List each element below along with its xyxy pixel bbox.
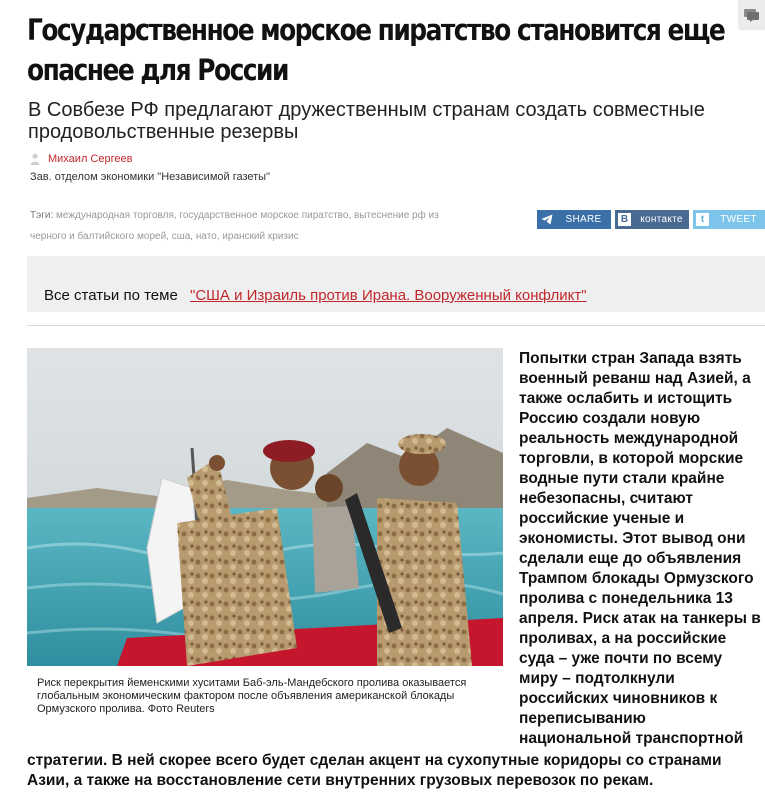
lead-line: водные пути стали крайне xyxy=(519,470,725,487)
lead-line: экономисты. Этот вывод они xyxy=(519,530,746,547)
lead-line: торговли, в которой морские xyxy=(519,450,744,467)
lead-line: национальной транспортной xyxy=(519,730,744,747)
lead-line: российских чиновников к xyxy=(519,690,718,707)
lead-line: реальность международной xyxy=(519,430,739,447)
tags-line[interactable]: черного и балтийского морей, сша, нато, иранский кризис xyxy=(30,231,299,242)
telegram-share-label: SHARE xyxy=(565,214,602,225)
vk-share-button[interactable] xyxy=(615,210,689,229)
lead-line: российские ученые и xyxy=(519,510,685,527)
related-topic-prefix: Все статьи по теме xyxy=(44,287,178,304)
lead-line: миру – подтолкнули xyxy=(519,670,675,687)
article-photo xyxy=(27,348,503,666)
twitter-icon: t xyxy=(696,213,709,226)
caption-line: Риск перекрытия йеменскими хуситами Баб-эль-Мандебского пролива оказывается xyxy=(37,677,467,689)
author-role: Зав. отделом экономики "Независимой газеты" xyxy=(30,171,270,183)
title-line: Государственное морское пиратство становится еще xyxy=(27,13,725,47)
telegram-icon xyxy=(537,210,556,229)
twitter-share-button[interactable] xyxy=(693,210,765,229)
related-topic-box xyxy=(27,256,765,312)
author-block xyxy=(30,152,132,166)
tags-label: Тэги: xyxy=(30,210,54,221)
lead-line: апреля. Риск атак на танкеры в xyxy=(519,610,761,627)
subtitle-line: продовольственные резервы xyxy=(28,121,299,143)
article-lead-continuation xyxy=(27,751,765,791)
lead-line: переписыванию xyxy=(519,710,646,727)
lead-line: стратегии. В ней скорее всего будет сделан акцент на сухопутные коридоры со странами xyxy=(27,752,722,769)
twitter-share-label: TWEET xyxy=(720,214,757,225)
section-divider xyxy=(27,325,765,326)
person-icon xyxy=(30,153,40,165)
article-subtitle xyxy=(28,99,748,143)
caption-line: глобальным экономическим фактором после объявления американской блокады xyxy=(37,690,455,702)
article-lead-paragraph xyxy=(519,349,765,749)
lead-line: проливах, а на российские xyxy=(519,630,727,647)
related-topic-link[interactable]: "США и Израиль против Ирана. Вооруженный конфликт" xyxy=(190,287,587,304)
vk-icon: В xyxy=(618,213,631,226)
lead-line: Россию создали новую xyxy=(519,410,701,427)
caption-line: Ормузского пролива. Фото Reuters xyxy=(37,703,215,715)
lead-line: пролива с понедельника 13 xyxy=(519,590,733,607)
lead-line: также ослабить и истощить xyxy=(519,390,733,407)
author-name-link[interactable]: Михаил Сергеев xyxy=(48,153,133,165)
telegram-share-button[interactable] xyxy=(537,210,611,229)
tags-line[interactable]: международная торговля, государственное морское пиратство, вытеснение рф из xyxy=(56,210,439,221)
lead-line: Азии, а также на восстановление сети внутренних грузовых перевозок по рекам. xyxy=(27,772,654,789)
vk-share-label: контакте xyxy=(640,214,683,225)
lead-line: сделали еще до объявления xyxy=(519,550,742,567)
comment-icon[interactable] xyxy=(738,0,765,30)
lead-line: небезопасны, считают xyxy=(519,490,693,507)
article-title xyxy=(27,10,725,90)
title-line: опаснее для России xyxy=(27,53,288,87)
lead-line: военный реванш над Азией, а xyxy=(519,370,751,387)
lead-line: Попытки стран Запада взять xyxy=(519,350,742,367)
lead-line: суда – уже почти по всему xyxy=(519,650,723,667)
subtitle-line: В Совбезе РФ предлагают дружественным странам создать совместные xyxy=(28,99,705,121)
lead-line: Трампом блокады Ормузского xyxy=(519,570,754,587)
tags-block xyxy=(30,205,530,247)
photo-caption xyxy=(37,677,502,716)
